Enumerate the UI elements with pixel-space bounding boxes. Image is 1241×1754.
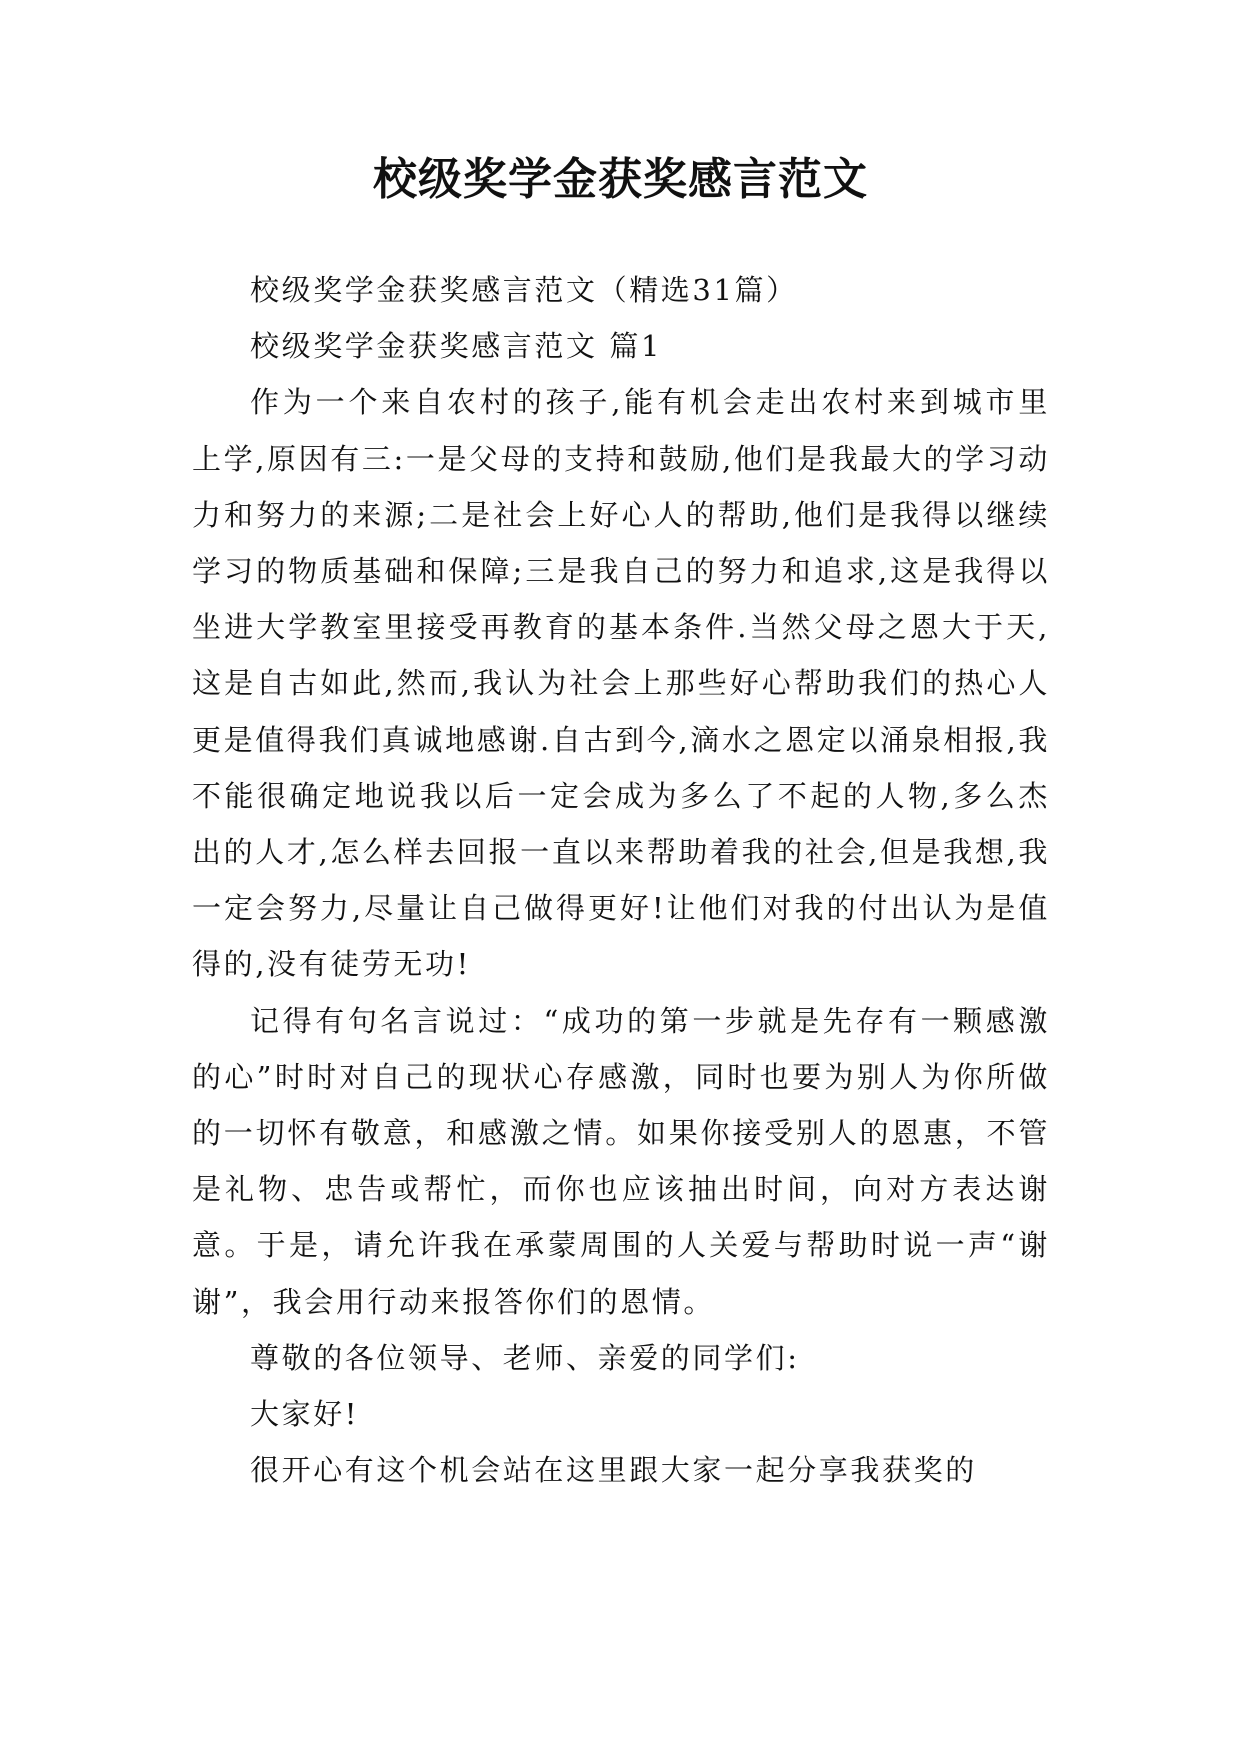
document-body	[192, 262, 1050, 1498]
salutation-line: 尊敬的各位领导、老师、亲爱的同学们:	[250, 1340, 800, 1375]
subtitle-line: 校级奖学金获奖感言范文（精选31篇）	[250, 273, 798, 307]
body-paragraph: 作为一个来自农村的孩子,能有机会走出农村来到城市里上学,原因有三:一是父母的支持和鼓励,他们是我最大的学习动力和努力的来源;二是社会上好心人的帮助,他们是我得以继续学习的物质基础和保障;三是我自己的努力和追求,这是我得以坐进大学教室里接受再教育的基本条件.当然父母之恩大于天,这是自古如此,然而,我认为社会上那些好心帮助我们的热心人更是值得我们真诚地感谢.自古到今,滴水之恩定以涌泉相报,我不能很确定地说我以后一定会成为多么了不起的人物,多么杰出的人才,怎么样去回报一直以来帮助着我的社会,但是我想,我一定会努力,尽量让自己做得更好!让他们对我的付出认为是值得的,没有徒劳无功!	[192, 385, 1050, 982]
document-title: 校级奖学金获奖感言范文	[373, 154, 868, 205]
section-heading: 校级奖学金获奖感言范文 篇1	[250, 329, 663, 364]
body-paragraph: 很开心有这个机会站在这里跟大家一起分享我获奖的	[250, 1453, 977, 1488]
body-paragraph: 记得有句名言说过：“成功的第一步就是先存有一颗感激的心”时时对自己的现状心存感激，同时也要为别人为你所做的一切怀有敬意，和感激之情。如果你接受别人的恩惠，不管是礼物、忠告或帮忙，而你也应该抽出时间，向对方表达谢意。于是，请允许我在承蒙周围的人关爱与帮助时说一声“谢谢”，我会用行动来报答你们的恩情。	[192, 1003, 1050, 1319]
greeting-line: 大家好!	[250, 1397, 360, 1432]
